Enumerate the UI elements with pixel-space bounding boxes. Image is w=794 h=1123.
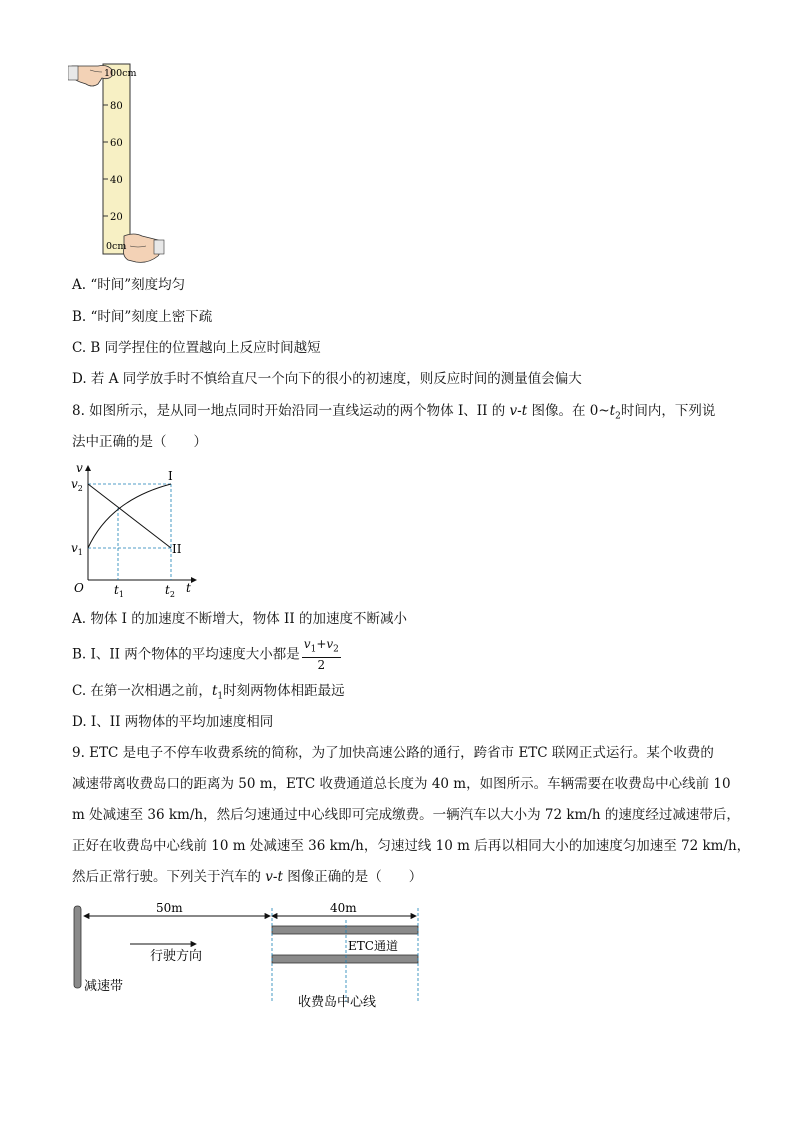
ruler-bottom-label: 0cm <box>106 241 127 252</box>
q8-stem-line2: 法中正确的是（ ） <box>72 434 207 450</box>
q8-line-II <box>88 484 171 548</box>
q8-label-II: II <box>172 542 182 556</box>
q8-option-a: A. 物体 I 的加速度不断增大，物体 II 的加速度不断减小 <box>72 611 407 627</box>
q8-t-axis-label: t <box>186 581 191 595</box>
q9-stem-line1: 9. ETC 是电子不停车收费系统的简称，为了加快高速公路的通行，跨省市 ETC 联网正式运行。某个收费的 <box>72 745 714 761</box>
toll-island-bottom <box>272 955 418 963</box>
q8-t1-label: $t_1$ <box>114 583 124 599</box>
q7-option-d: D. 若 A 同学放手时不慎给直尺一个向下的很小的初速度，则反应时间的测量值会偏大 <box>72 371 582 387</box>
ruler-top-label: 100cm <box>104 68 137 79</box>
q9-stem-line2: 减速带离收费岛口的距离为 50 m，ETC 收费通道总长度为 40 m，如图所示。车辆需要在收费岛中心线前 10 <box>72 776 731 792</box>
ruler-tick-40: 40 <box>110 175 123 186</box>
lower-hand-icon <box>124 234 165 262</box>
ruler-tick-60: 60 <box>110 138 123 149</box>
ruler-figure <box>68 60 168 268</box>
q8-origin-label: O <box>74 581 84 595</box>
q7-option-c: C. B 同学捏住的位置越向上反应时间越短 <box>72 340 321 356</box>
center-line-label: 收费岛中心线 <box>298 995 377 1010</box>
q8-vt-graph <box>68 460 208 600</box>
toll-island-top <box>272 926 418 934</box>
q7-option-a: A. “时间”刻度均匀 <box>72 277 186 293</box>
etc-lane-label: ETC通道 <box>348 939 398 953</box>
dim-50m-label: 50m <box>156 901 183 915</box>
direction-label: 行驶方向 <box>150 949 203 964</box>
ruler-body <box>103 64 130 254</box>
q8-option-d: D. I、II 两物体的平均加速度相同 <box>72 714 274 730</box>
ruler-tick-20: 20 <box>110 212 123 223</box>
q8-option-c: C. 在第一次相遇之前，$t_1$时刻两物体相距最远 <box>72 683 345 702</box>
q7-option-b: B. “时间”刻度上密下疏 <box>72 309 213 325</box>
q8-v1-label: $v_1$ <box>71 541 83 557</box>
q9-stem-line5: 然后正常行驶。下列关于汽车的 v-t 图像正确的是（ ） <box>72 869 423 885</box>
q8-option-b: B. I、II 两个物体的平均速度大小都是 $\frac{v_1+v_2}{2}$ <box>72 637 339 673</box>
q9-etc-diagram <box>68 898 428 1012</box>
q9-stem-line3: m 处减速至 36 km/h，然后匀速通过中心线即可完成缴费。一辆汽车以大小为 72 km/h 的速度经过减速带后， <box>72 807 740 823</box>
q8-v2-label: $v_2$ <box>71 477 83 493</box>
q8-t2-label: $t_2$ <box>165 583 175 599</box>
ruler-tick-80: 80 <box>110 101 123 112</box>
speed-bump-label: 减速带 <box>84 979 124 994</box>
q8-option-b-fraction: $\frac{v_1+v_2}{2}$ <box>303 637 339 673</box>
speed-bump <box>74 906 81 988</box>
q8-v-axis-label: v <box>76 461 83 475</box>
dim-40m-label: 40m <box>330 901 357 915</box>
q8-stem-line1: 8. 如图所示，是从同一地点同时开始沿同一直线运动的两个物体 I、II 的 v-t 图像。在 $0\sim t_2$时间内，下列说 <box>72 403 716 422</box>
q8-label-I: I <box>168 469 173 483</box>
q9-stem-line4: 正好在收费岛中心线前 10 m 处减速至 36 km/h，匀速过线 10 m 后再以相同大小的加速度匀加速至 72 km/h， <box>72 838 751 854</box>
